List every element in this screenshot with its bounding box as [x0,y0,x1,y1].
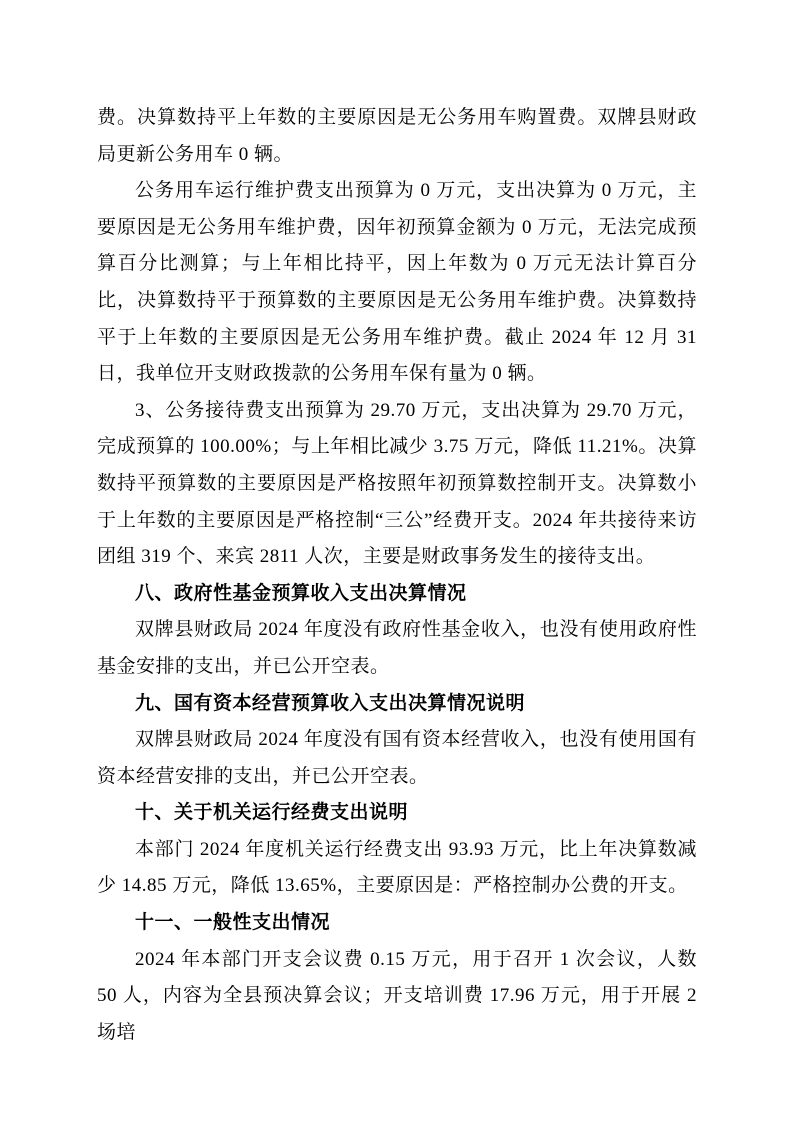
paragraph-vehicle-maintenance: 公务用车运行维护费支出预算为 0 万元，支出决算为 0 万元，主要原因是无公务用车维护费，因年初预算金额为 0 万元，无法完成预算百分比测算；与上年相比持平，因上年数为 0 万元无法计算百分比，决算数持平于预算数的主要原因是无公务用车维护费。决算数持平于上年数的主要原因是无公务用车维护费。截止 2024 年 12 月 31 日，我单位开支财政拨款的公务用车保有量为 0 辆。 [97,180,697,385]
paragraph-general-expenditure: 2024 年本部门开支会议费 0.15 万元，用于召开 1 次会议，人数 50 人，内容为全县预决算会议；开支培训费 17.96 万元，用于开展 2 场培 [97,948,697,1043]
paragraph-continuation: 费。决算数持平上年数的主要原因是无公务用车购置费。双牌县财政局更新公务用车 0 辆。 [97,107,697,165]
paragraph-government-funds: 双牌县财政局 2024 年度没有政府性基金收入，也没有使用政府性基金安排的支出，并已公开空表。 [97,619,697,677]
paragraph-state-capital: 双牌县财政局 2024 年度没有国有资本经营收入，也没有使用国有资本经营安排的支出，并已公开空表。 [97,729,697,787]
section-heading-operating-expenses: 十、关于机关运行经费支出说明 [135,802,409,824]
section-heading-government-funds: 八、政府性基金预算收入支出决算情况 [135,582,467,604]
section-heading-general-expenditure: 十一、一般性支出情况 [135,912,331,934]
paragraph-operating-expenses: 本部门 2024 年度机关运行经费支出 93.93 万元，比上年决算数减少 14.85 万元，降低 13.65%，主要原因是：严格控制办公费的开支。 [97,838,697,897]
paragraph-official-reception: 3、公务接待费支出预算为 29.70 万元，支出决算为 29.70 万元，完成预算的 100.00%；与上年相比减少 3.75 万元，降低 11.21%。决算数持平预算数的主要原因是严格按照年初预算数控制开支。决算数小于上年数的主要原因是严格控制“三公”经费开支。2024 年共接待来访团组 319 个、来宾 2811 人次，主要是财政事务发生的接待支出。 [97,399,697,568]
section-heading-state-capital: 九、国有资本经营预算收入支出决算情况说明 [135,692,526,714]
